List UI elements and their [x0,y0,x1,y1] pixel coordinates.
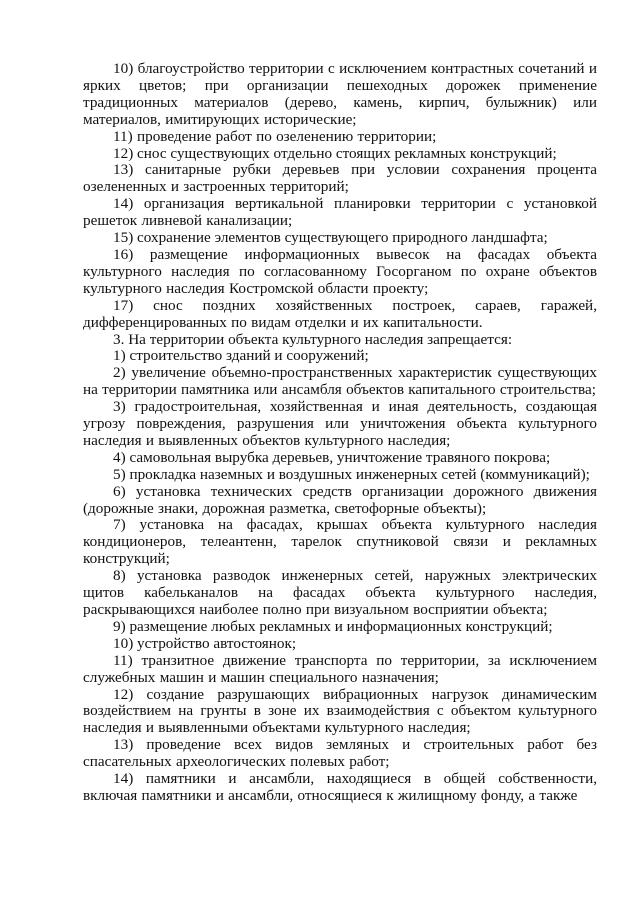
prohibited-item-12: 12) создание разрушающих вибрационных нагрузок динамическим воздействием на грунты в зоне их взаимодействия с объектом культурного наследия и выявленными объектами культурного наследия; [83,685,597,737]
prohibited-item-10: 10) устройство автостоянок; [113,634,297,652]
paragraph-item-15-landscape-preservation: 15) сохранение элементов существующего природного ландшафта; [113,229,548,247]
paragraph-item-13-sanitary-cutting: 13) санитарные рубки деревьев при условии сохранения процента озелененных и застроенных территорий; [83,161,597,196]
prohibited-item-8: 8) установка разводок инженерных сетей, наружных электрических щитов кабельканалов на фасадах объекта культурного наследия, раскрывающихся наиболее полно при визуальном восприятии объекта; [83,567,597,618]
paragraph-item-14-vertical-planning: 14) организация вертикальной планировки территории с установкой решеток ливневой канализации; [83,195,597,230]
prohibited-item-9: 9) размещение любых рекламных и информационных конструкций; [113,617,553,635]
prohibited-item-5: 5) прокладка наземных и воздушных инженерных сетей (коммуникаций); [113,465,590,483]
section-3-heading: 3. На территории объекта культурного наследия запрещается: [113,330,513,348]
prohibited-item-3: 3) градостроительная, хозяйственная и иная деятельность, создающая угрозу повреждения, разрушения или уничтожения объекта культурного наследия и выявленных объектов культурного наследия; [83,398,597,449]
prohibited-item-14: 14) памятники и ансамбли, находящиеся в общей собственности, включая памятники и ансамбли, относящиеся к жилищному фонду, а также [83,770,597,804]
paragraph-item-17-demolition: 17) снос поздних хозяйственных построек, сараев, гаражей, дифференцированных по видам отделки и их капитальности. [83,296,597,331]
prohibited-item-7: 7) установка на фасадах, крышах объекта культурного наследия кондиционеров, телеантенн, тарелок спутниковой связи и рекламных конструкций; [83,516,597,568]
paragraph-item-11-greening: 11) проведение работ по озеленению территории; [113,127,437,145]
prohibited-item-1: 1) строительство зданий и сооружений; [113,347,369,365]
prohibited-item-4: 4) самовольная вырубка деревьев, уничтожение травяного покрова; [113,448,551,466]
prohibited-item-2: 2) увеличение объемно-пространственных характеристик существующих на территории памятника или ансамбля объектов капитального строительства; [83,364,597,399]
paragraph-item-12-ad-removal: 12) снос существующих отдельно стоящих рекламных конструкций; [113,144,557,162]
paragraph-item-16-signage: 16) размещение информационных вывесок на фасадах объекта культурного наследия по согласованному Госорганом по охране объектов культурного наследия Костромской области проекту; [83,245,597,297]
document-body [83,61,597,805]
prohibited-item-11: 11) транзитное движение транспорта по территории, за исключением служебных машин и машин специального назначения; [83,651,597,686]
prohibited-item-6: 6) установка технических средств организации дорожного движения (дорожные знаки, дорожная разметка, светофорные объекты); [83,482,597,517]
prohibited-item-13: 13) проведение всех видов земляных и строительных работ без спасательных археологических полевых работ; [83,736,597,771]
paragraph-item-10-landscaping: 10) благоустройство территории с исключением контрастных сочетаний и ярких цветов; при организации пешеходных дорожек применение традиционных материалов (дерево, камень, кирпич, булыжник) или материалов, имитирующих исторические; [83,60,597,128]
